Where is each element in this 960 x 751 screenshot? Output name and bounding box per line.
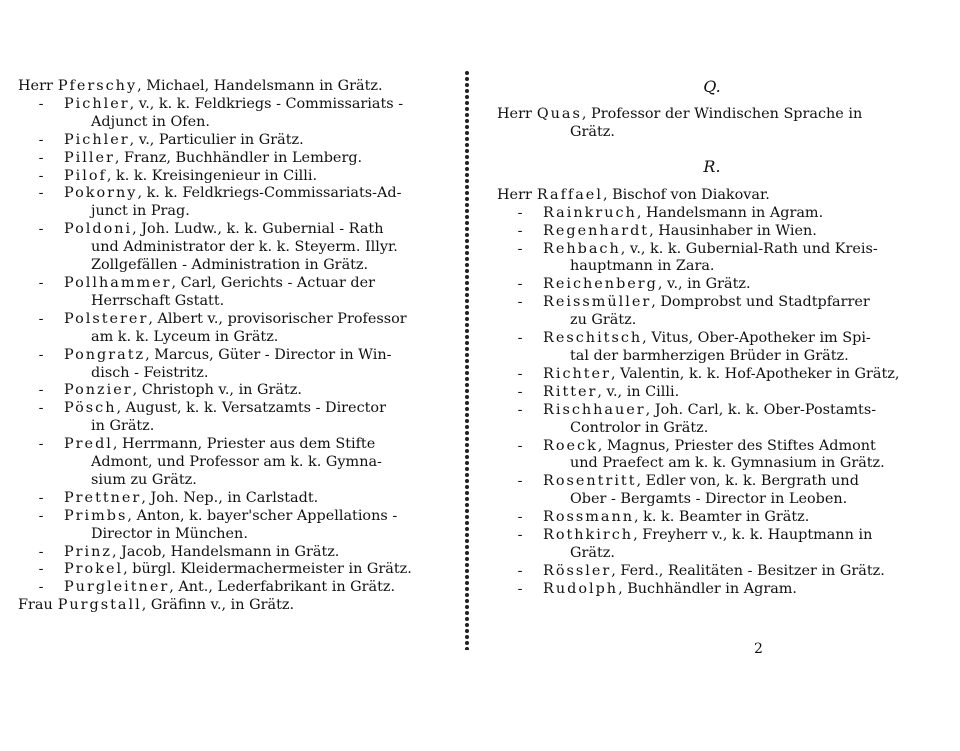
directory-entry xyxy=(18,597,443,615)
entry-prefix: - xyxy=(38,579,44,596)
entry-text: , Marcus, Güter - Director in Win- xyxy=(145,346,392,363)
entry-continuation-line xyxy=(497,491,927,509)
entry-surname: Polsterer xyxy=(64,310,149,327)
directory-entry xyxy=(18,168,443,186)
entry-continuation-line xyxy=(18,365,443,383)
entry-text: am k. k. Lyceum in Grätz. xyxy=(91,328,279,345)
entry-text: , Ant., Lederfabrikant in Grätz. xyxy=(169,579,396,596)
entry-surname: Pilof xyxy=(64,167,107,184)
entry-surname: Purgleitner xyxy=(64,579,170,596)
directory-entry xyxy=(18,311,443,347)
entry-prefix: - xyxy=(517,562,523,579)
entry-first-line xyxy=(18,311,443,329)
entry-prefix: Herr xyxy=(18,78,53,94)
entry-surname: Reschitsch xyxy=(543,330,643,347)
directory-entry xyxy=(497,527,927,563)
entry-text: , v., in Grätz. xyxy=(657,276,751,293)
entry-surname: Ritter xyxy=(543,383,598,400)
entry-prefix: - xyxy=(517,580,523,597)
entry-first-line xyxy=(497,223,927,241)
entry-first-line xyxy=(18,168,443,186)
entry-first-line xyxy=(18,132,443,150)
entry-surname: Primbs xyxy=(64,507,128,524)
entry-prefix: - xyxy=(517,365,523,382)
entry-continuation-line xyxy=(497,348,927,366)
entry-first-line xyxy=(18,275,443,293)
entry-first-line xyxy=(497,187,927,205)
entry-surname: Predl xyxy=(64,436,113,453)
entry-continuation-line xyxy=(497,124,927,142)
entry-prefix: - xyxy=(517,473,523,490)
entry-text: , Michael, Handelsmann in Grätz. xyxy=(137,78,383,94)
entry-text: , v., Particulier in Grätz. xyxy=(129,131,304,148)
entry-surname: Pösch xyxy=(64,400,117,417)
entry-surname: Roeck xyxy=(543,437,598,454)
entry-continuation-line xyxy=(18,526,443,544)
section-heading-q: Q. xyxy=(703,77,721,96)
directory-entry xyxy=(18,132,443,150)
entry-prefix: Herr xyxy=(497,106,532,122)
entry-text: tal der barmherzigen Brüder in Grätz. xyxy=(570,347,849,364)
entry-prefix: - xyxy=(517,276,523,293)
page-number: 2 xyxy=(754,641,763,657)
entry-text: Grätz. xyxy=(570,123,615,140)
directory-entry xyxy=(497,384,927,402)
entry-prefix: - xyxy=(38,167,44,184)
entry-prefix: - xyxy=(38,543,44,560)
entry-prefix: - xyxy=(517,527,523,544)
entry-first-line xyxy=(497,205,927,223)
entry-continuation-line xyxy=(18,239,443,257)
entry-text: , Magnus, Priester des Stiftes Admont xyxy=(597,437,876,454)
entry-first-line xyxy=(497,276,927,294)
entry-text: Controlor in Grätz. xyxy=(570,419,709,436)
entry-continuation-line xyxy=(18,114,443,132)
entry-prefix: - xyxy=(38,185,44,202)
directory-entry xyxy=(18,96,443,132)
directory-entry xyxy=(497,106,927,142)
entry-first-line xyxy=(497,384,927,402)
entry-text: junct in Prag. xyxy=(91,203,190,220)
entry-text: , v., in Cilli. xyxy=(597,383,680,400)
entry-first-line xyxy=(497,366,927,384)
entry-prefix: - xyxy=(517,222,523,239)
entry-first-line xyxy=(18,544,443,562)
entry-continuation-line xyxy=(18,418,443,436)
directory-entry xyxy=(497,438,927,474)
entry-text: , Gräfinn v., in Grätz. xyxy=(141,597,295,614)
entry-text: , Herrmann, Priester aus dem Stifte xyxy=(112,436,376,453)
entry-surname: Prokel xyxy=(64,561,124,578)
entry-continuation-line xyxy=(18,293,443,311)
entry-prefix: - xyxy=(38,310,44,327)
entry-surname: Piller xyxy=(64,149,115,166)
directory-entry xyxy=(18,561,443,579)
directory-entry xyxy=(497,581,927,599)
entry-surname: Rischhauer xyxy=(543,401,646,418)
entry-surname: Rudolph xyxy=(543,580,619,597)
entry-prefix: - xyxy=(517,294,523,311)
entry-prefix: Herr xyxy=(497,186,532,203)
entry-surname: Raffael xyxy=(536,186,603,203)
entry-text: , Freyherr v., k. k. Hauptmann in xyxy=(633,527,873,544)
entry-prefix: - xyxy=(38,149,44,166)
directory-entry xyxy=(18,78,443,96)
entry-prefix: - xyxy=(38,436,44,453)
entry-prefix: - xyxy=(517,204,523,221)
entry-text: Adjunct in Ofen. xyxy=(91,113,210,130)
entry-text: , Joh. Ludw., k. k. Gubernial - Rath xyxy=(132,221,384,238)
column-divider-ornament xyxy=(458,70,476,650)
entry-text: Admont, und Professor am k. k. Gymna- xyxy=(91,454,382,471)
directory-entry xyxy=(18,150,443,168)
entry-prefix: - xyxy=(38,274,44,291)
entry-text: , Buchhändler in Agram. xyxy=(618,580,798,597)
entry-prefix: - xyxy=(517,240,523,257)
entry-text: , Jacob, Handelsmann in Grätz. xyxy=(112,543,340,560)
entry-text: , Bischof von Diakovar. xyxy=(602,186,770,203)
entry-prefix: - xyxy=(517,401,523,418)
entry-text: , Franz, Buchhändler in Lemberg. xyxy=(114,149,363,166)
directory-entry xyxy=(497,205,927,223)
directory-entry xyxy=(18,544,443,562)
entry-surname: Purgstall xyxy=(57,597,142,614)
entry-prefix: - xyxy=(38,131,44,148)
entry-text: , Ferd., Realitäten - Besitzer in Grätz. xyxy=(611,562,885,579)
entry-prefix: - xyxy=(38,95,44,112)
entry-surname: Richter xyxy=(543,365,611,382)
entry-first-line xyxy=(497,473,927,491)
left-column xyxy=(18,78,443,615)
entry-continuation-line xyxy=(497,312,927,330)
entry-text: , Handelsmann in Agram. xyxy=(636,204,824,221)
entry-prefix: - xyxy=(38,400,44,417)
entry-first-line xyxy=(18,185,443,203)
entry-first-line xyxy=(18,597,443,615)
entry-first-line xyxy=(18,400,443,418)
entry-first-line xyxy=(497,438,927,456)
entry-first-line xyxy=(18,508,443,526)
entry-text: , Albert v., provisorischer Professor xyxy=(148,310,407,327)
directory-entry xyxy=(497,187,927,205)
right-column xyxy=(497,78,927,599)
entry-text: , Carl, Gerichts - Actuar der xyxy=(171,274,376,291)
entry-text: , Christoph v., in Grätz. xyxy=(132,382,302,399)
directory-entry xyxy=(497,294,927,330)
entry-first-line xyxy=(497,402,927,420)
entry-surname: Rosentritt xyxy=(543,473,637,490)
entry-continuation-line xyxy=(18,257,443,275)
entry-prefix: - xyxy=(517,383,523,400)
entry-text: hauptmann in Zara. xyxy=(570,258,715,275)
entry-surname: Quas xyxy=(536,106,582,122)
entry-first-line xyxy=(497,509,927,527)
entry-first-line xyxy=(497,106,927,124)
directory-entry xyxy=(497,402,927,438)
entry-first-line xyxy=(18,490,443,508)
entry-text: , k. k. Beamter in Grätz. xyxy=(634,509,810,526)
directory-entry xyxy=(18,490,443,508)
q-entry-list xyxy=(497,106,927,142)
r-entry-list xyxy=(497,187,927,599)
entry-continuation-line xyxy=(18,329,443,347)
directory-entry xyxy=(497,330,927,366)
directory-entry xyxy=(497,276,927,294)
entry-prefix: - xyxy=(38,561,44,578)
entry-first-line xyxy=(18,150,443,168)
entry-prefix: - xyxy=(517,437,523,454)
entry-surname: Rainkruch xyxy=(543,204,637,221)
section-heading-r: R. xyxy=(703,156,721,176)
directory-entry xyxy=(18,400,443,436)
entry-text: , Joh. Nep., in Carlstadt. xyxy=(141,489,319,506)
entry-first-line xyxy=(18,579,443,597)
entry-text: und Administrator der k. k. Steyerm. Illyr. xyxy=(91,239,398,256)
entry-first-line xyxy=(18,436,443,454)
directory-entry xyxy=(18,436,443,490)
directory-entry xyxy=(497,241,927,277)
entry-first-line xyxy=(497,330,927,348)
entry-surname: Pokorny xyxy=(64,185,138,202)
entry-surname: Pollhammer xyxy=(64,274,172,291)
directory-entry xyxy=(497,473,927,509)
entry-text: Grätz. xyxy=(570,544,615,561)
entry-first-line xyxy=(18,96,443,114)
entry-text: Director in München. xyxy=(91,525,248,542)
entry-first-line xyxy=(497,241,927,259)
entry-text: Herrschaft Gstatt. xyxy=(91,292,225,309)
directory-entry xyxy=(18,185,443,221)
entry-text: , Joh. Carl, k. k. Ober-Postamts- xyxy=(645,401,877,418)
entry-first-line xyxy=(497,527,927,545)
entry-text: , Edler von, k. k. Bergrath und xyxy=(636,473,859,490)
entry-prefix: - xyxy=(38,489,44,506)
entry-text: , Domprobst und Stadtpfarrer xyxy=(651,294,870,311)
entry-continuation-line xyxy=(497,455,927,473)
entry-surname: Reichenberg xyxy=(543,276,658,293)
entry-surname: Prettner xyxy=(64,489,142,506)
entry-continuation-line xyxy=(18,203,443,221)
entry-text: , Anton, k. bayer'scher Appellations - xyxy=(127,507,398,524)
entry-text: Ober - Bergamts - Director in Leoben. xyxy=(570,491,848,508)
entry-surname: Poldoni xyxy=(64,221,133,238)
entry-prefix: - xyxy=(517,509,523,526)
entry-surname: Reissmüller xyxy=(543,294,652,311)
entry-surname: Pichler xyxy=(64,131,130,148)
entry-text: , k. k. Feldkriegs-Commissariats-Ad- xyxy=(137,185,402,202)
entry-prefix: Frau xyxy=(18,597,53,614)
entry-text: , bürgl. Kleidermachermeister in Grätz. xyxy=(123,561,412,578)
entry-surname: Prinz xyxy=(64,543,113,560)
entry-prefix: - xyxy=(38,346,44,363)
entry-first-line xyxy=(18,78,443,96)
entry-text: disch - Feistritz. xyxy=(91,364,209,381)
entry-surname: Ponzier xyxy=(64,382,133,399)
entry-prefix: - xyxy=(38,221,44,238)
entry-text: , Professor der Windischen Sprache in xyxy=(581,106,863,122)
entry-prefix: - xyxy=(517,330,523,347)
directory-entry xyxy=(497,366,927,384)
entry-first-line xyxy=(18,347,443,365)
entry-surname: Pongratz xyxy=(64,346,146,363)
entry-prefix: - xyxy=(38,507,44,524)
entry-continuation-line xyxy=(497,545,927,563)
entry-text: sium zu Grätz. xyxy=(91,471,197,488)
entry-text: , August, k. k. Versatzamts - Director xyxy=(116,400,386,417)
entry-surname: Rossmann xyxy=(543,509,635,526)
directory-entry xyxy=(18,579,443,597)
entry-surname: Rehbach xyxy=(543,240,621,257)
entry-text: und Praefect am k. k. Gymnasium in Grätz. xyxy=(570,455,885,472)
entry-first-line xyxy=(497,563,927,581)
entry-text: , Hausinhaber in Wien. xyxy=(649,222,817,239)
entry-text: , Valentin, k. k. Hof-Apotheker in Grätz, xyxy=(610,365,900,382)
directory-entry xyxy=(18,221,443,275)
entry-first-line xyxy=(497,294,927,312)
directory-entry xyxy=(18,508,443,544)
directory-entry xyxy=(18,347,443,383)
entry-continuation-line xyxy=(497,258,927,276)
entry-text: , Vitus, Ober-Apotheker im Spi- xyxy=(642,330,871,347)
entry-first-line xyxy=(497,581,927,599)
entry-surname: Pferschy xyxy=(57,78,138,94)
entry-continuation-line xyxy=(18,454,443,472)
entry-first-line xyxy=(18,561,443,579)
entry-surname: Pichler xyxy=(64,95,130,112)
entry-text: , v., k. k. Feldkriegs - Commissariats - xyxy=(129,95,404,112)
directory-entry xyxy=(497,563,927,581)
entry-surname: Rössler xyxy=(543,562,612,579)
directory-entry xyxy=(18,275,443,311)
directory-entry xyxy=(497,223,927,241)
entry-text: , k. k. Kreisingenieur in Cilli. xyxy=(106,167,318,184)
entry-first-line xyxy=(18,221,443,239)
directory-entry xyxy=(18,382,443,400)
entry-surname: Regenhardt xyxy=(543,222,650,239)
entry-continuation-line xyxy=(497,420,927,438)
entry-surname: Rothkirch xyxy=(543,527,634,544)
entry-text: Zollgefällen - Administration in Grätz. xyxy=(91,257,369,274)
entry-text: in Grätz. xyxy=(91,418,155,435)
entry-text: zu Grätz. xyxy=(570,312,637,329)
directory-entry xyxy=(497,509,927,527)
entry-text: , v., k. k. Gubernial-Rath und Kreis- xyxy=(620,240,878,257)
entry-prefix: - xyxy=(38,382,44,399)
entry-first-line xyxy=(18,382,443,400)
entry-continuation-line xyxy=(18,472,443,490)
